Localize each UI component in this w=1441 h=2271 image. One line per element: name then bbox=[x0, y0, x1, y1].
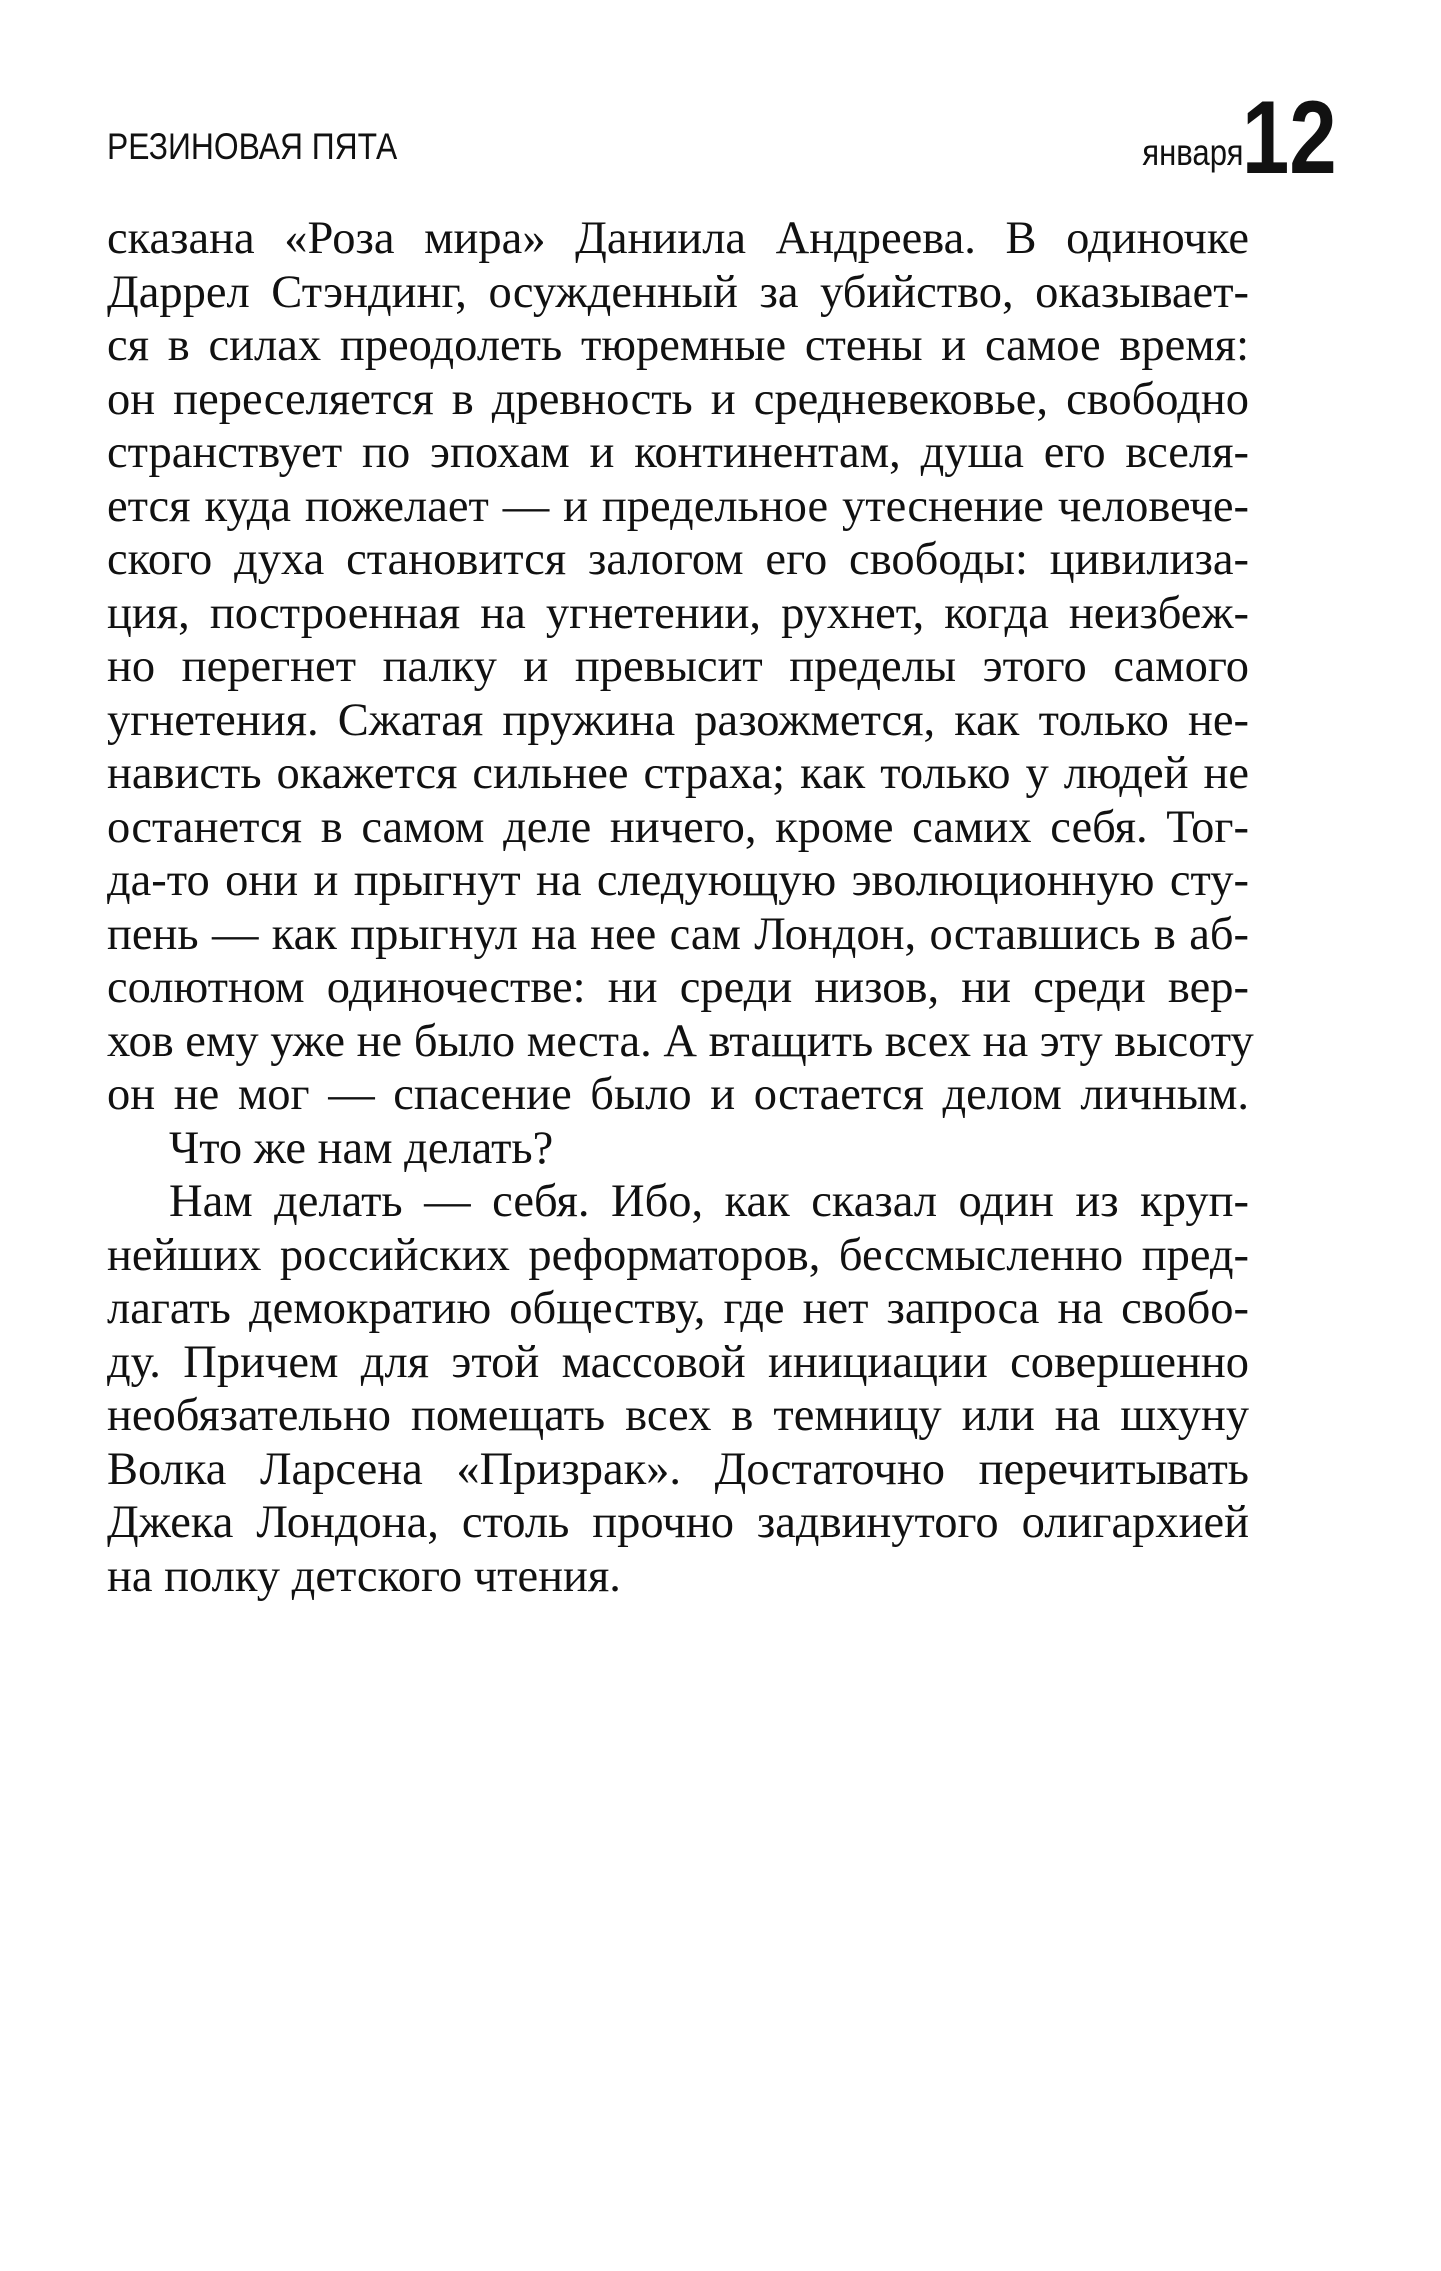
text-line: хов ему уже не было места. А втащить всех на эту высоту bbox=[107, 1015, 1254, 1067]
text-line: на полку детского чтения. bbox=[107, 1550, 621, 1602]
text-line: Джека Лондона, столь прочно задвинутого олигархией bbox=[107, 1497, 1249, 1548]
text-line: пень — как прыгнул на нее сам Лондон, оставшись в аб- bbox=[107, 908, 1249, 960]
date-day: 12 bbox=[1242, 80, 1337, 196]
running-title: РЕЗИНОВАЯ ПЯТА bbox=[107, 126, 398, 167]
text-line: останется в самом деле ничего, кроме самих себя. Тог- bbox=[107, 801, 1249, 853]
paragraph bbox=[107, 1175, 1249, 1603]
text-line: ду. Причем для этой массовой инициации совершенно bbox=[107, 1336, 1249, 1388]
text-line: но перегнет палку и превысит пределы этого самого bbox=[107, 641, 1249, 692]
text-line: нависть окажется сильнее страха; как только у людей не bbox=[107, 748, 1249, 799]
paragraph bbox=[107, 1122, 1249, 1176]
text-line: нейших российских реформаторов, бессмысленно пред- bbox=[107, 1229, 1249, 1281]
text-line: ется куда пожелает — и предельное утеснение человече- bbox=[107, 480, 1249, 532]
text-line: необязательно помещать всех в темницу или на шхуну bbox=[107, 1390, 1249, 1441]
text-line: угнетения. Сжатая пружина разожмется, как только не- bbox=[107, 694, 1249, 746]
text-line: Волка Ларсена «Призрак». Достаточно перечитывать bbox=[107, 1443, 1249, 1495]
text-line: солютном одиночестве: ни среди низов, ни среди вер- bbox=[107, 962, 1249, 1013]
text-line: странствует по эпохам и континентам, душа его вселя- bbox=[107, 427, 1249, 478]
text-line: лагать демократию обществу, где нет запроса на свобо- bbox=[107, 1283, 1249, 1334]
text-line: ция, построенная на угнетении, рухнет, когда неизбеж- bbox=[107, 587, 1249, 639]
body-text bbox=[107, 212, 1254, 1603]
text-line: ского духа становится залогом его свободы: цивилиза- bbox=[107, 534, 1249, 585]
text-line: Даррел Стэндинг, осужденный за убийство, оказывает- bbox=[107, 266, 1249, 318]
page-header bbox=[0, 0, 1441, 200]
text-line: он переселяется в древность и средневековье, свободно bbox=[107, 373, 1249, 425]
text-line: ся в силах преодолеть тюремные стены и самое время: bbox=[107, 320, 1249, 371]
text-line: Что же нам делать? bbox=[169, 1122, 554, 1174]
date-month: января bbox=[1141, 132, 1243, 173]
text-line: Нам делать — себя. Ибо, как сказал один из круп- bbox=[169, 1176, 1249, 1227]
text-line: сказана «Роза мира» Даниила Андреева. В одиночке bbox=[107, 213, 1249, 264]
text-line: он не мог — спасение было и остается делом личным. bbox=[107, 1069, 1249, 1120]
text-line: да-то они и прыгнут на следующую эволюционную сту- bbox=[107, 855, 1249, 906]
paragraph bbox=[107, 212, 1254, 1122]
